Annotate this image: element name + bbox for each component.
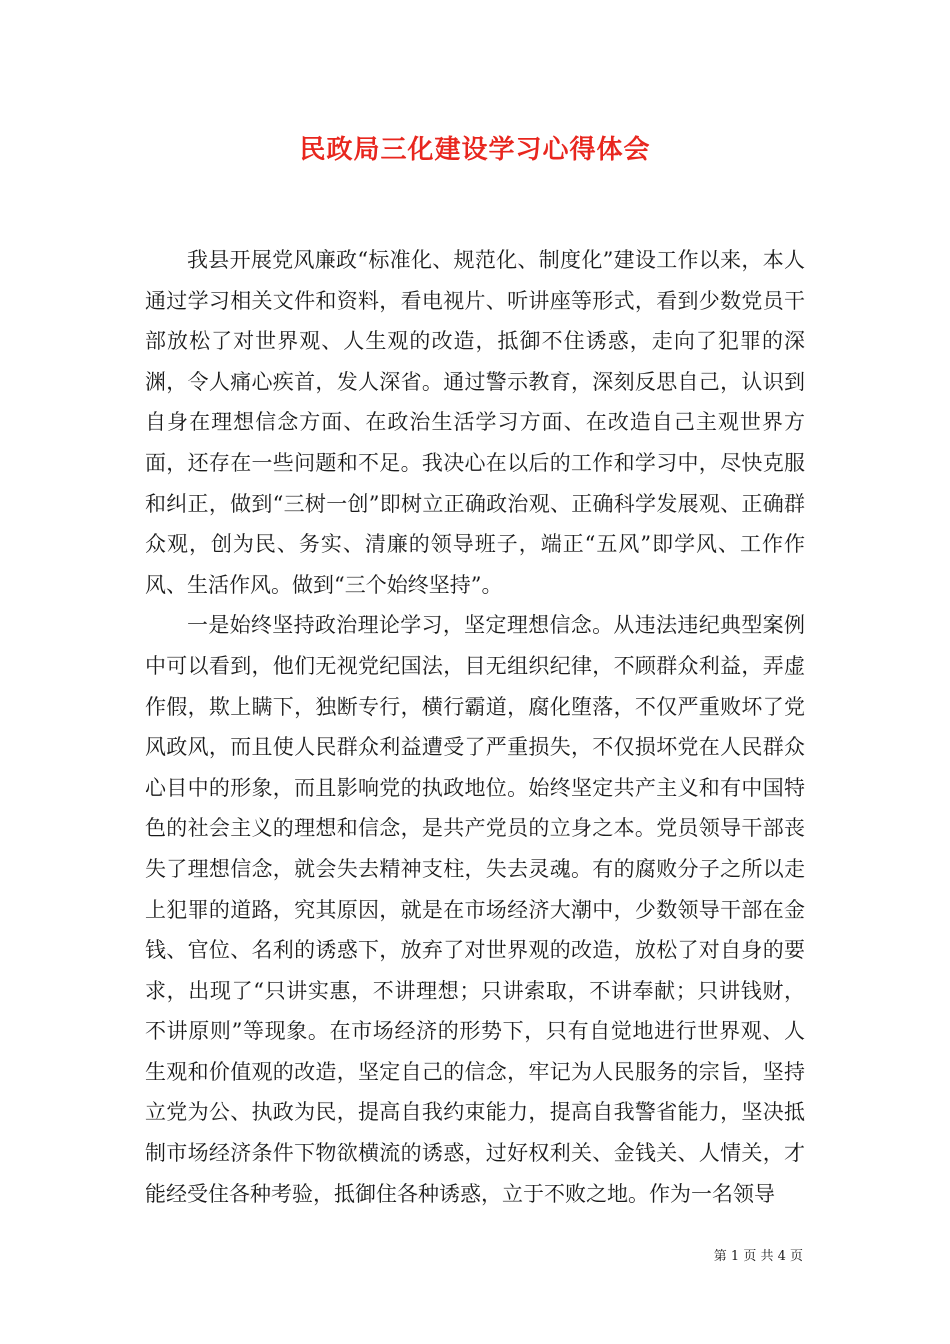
document-body: [145, 240, 805, 1214]
page-number: 第 1 页 共 4 页: [713, 1249, 803, 1264]
document-title: 民政局三化建设学习心得体会: [299, 135, 651, 165]
paragraph-first-point: 一是始终坚持政治理论学习，坚定理想信念。从违法违纪典型案例中可以看到，他们无视党纪国法，目无组织纪律，不顾群众利益，弄虚作假，欺上瞒下，独断专行，横行霸道，腐化堕落，不仅严重败坏了党风政风，而且使人民群众利益遭受了严重损失，不仅损坏党在人民群众心目中的形象，而且影响党的执政地位。始终坚定共产主义和有中国特色的社会主义的理想和信念，是共产党员的立身之本。党员领导干部丧失了理想信念，就会失去精神支柱，失去灵魂。有的腐败分子之所以走上犯罪的道路，究其原因，就是在市场经济大潮中，少数领导干部在金钱、官位、名利的诱惑下，放弃了对世界观的改造，放松了对自身的要求，出现了“只讲实惠，不讲理想；只讲索取，不讲奉献；只讲钱财，不讲原则”等现象。在市场经济的形势下，只有自觉地进行世界观、人生观和价值观的改造，坚定自己的信念，牢记为人民服务的宗旨，坚持立党为公、执政为民，提高自我约束能力，提高自我警省能力，坚决抵制市场经济条件下物欲横流的诱惑，过好权利关、金钱关、人情关，才能经受住各种考验，抵御住各种诱惑，立于不败之地。作为一名领导: [145, 613, 805, 1206]
paragraph-intro: 我县开展党风廉政“标准化、规范化、制度化”建设工作以来，本人通过学习相关文件和资料，看电视片、听讲座等形式，看到少数党员干部放松了对世界观、人生观的改造，抵御不住诱惑，走向了犯罪的深渊，令人痛心疾首，发人深省。通过警示教育，深刻反思自己，认识到自身在理想信念方面、在政治生活学习方面、在改造自己主观世界方面，还存在一些问题和不足。我决心在以后的工作和学习中，尽快克服和纠正，做到“三树一创”即树立正确政治观、正确科学发展观、正确群众观，创为民、务实、清廉的领导班子，端正“五风”即学风、工作作风、生活作风。做到“三个始终坚持”。: [145, 248, 805, 597]
